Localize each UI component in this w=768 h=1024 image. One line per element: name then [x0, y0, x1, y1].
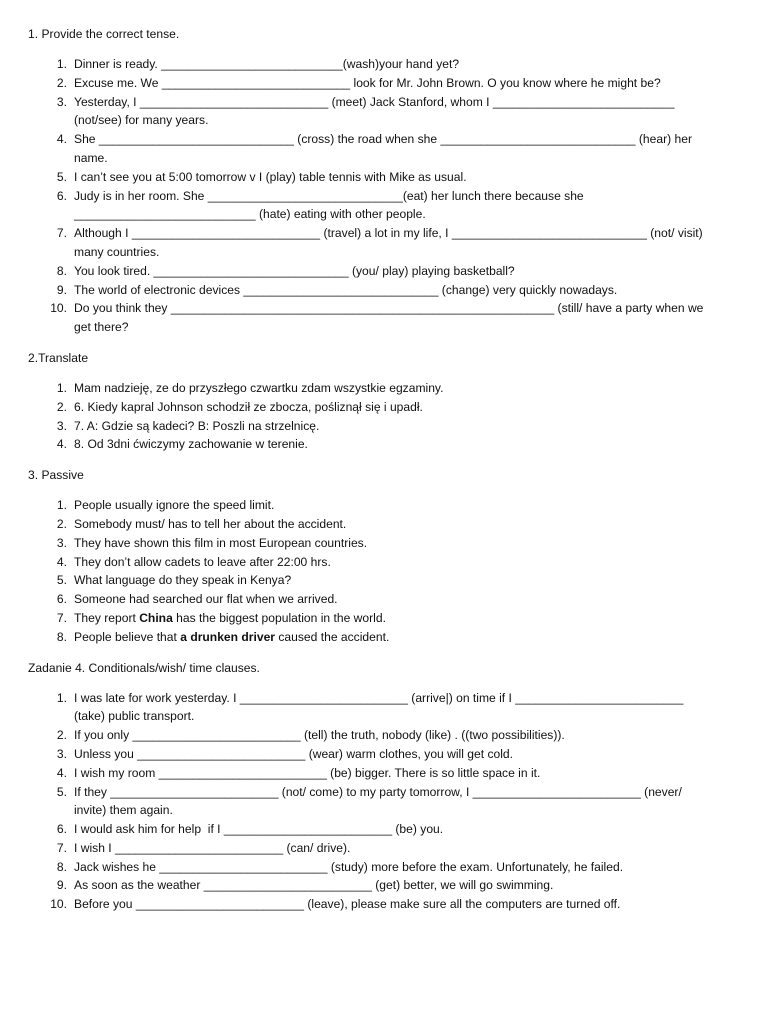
item-text: Judy is in her room. She _____________________________(eat) her lunch there because she ___________________________ (hate) eating with other people. — [74, 188, 588, 222]
item-number: 3. — [56, 418, 67, 433]
list-item — [28, 224, 748, 262]
item-number: 4. — [56, 554, 67, 569]
list-item — [28, 93, 748, 131]
section3-heading: 3. Passive — [28, 468, 84, 483]
item-number: 6. — [56, 592, 67, 607]
item-text — [74, 628, 704, 647]
list-item — [28, 55, 748, 74]
list-item — [28, 534, 748, 553]
list-item — [28, 299, 748, 337]
item-text-end: has the biggest population in the world. — [172, 610, 386, 625]
item-text: They have shown this film in most European countries. — [74, 535, 368, 550]
list-item — [28, 895, 748, 914]
item-number: 10. — [50, 897, 67, 912]
list-item — [28, 187, 748, 225]
item-text: 8. Od 3dni ćwiczymy zachowanie w terenie. — [74, 437, 308, 452]
section1-heading: 1. Provide the correct tense. — [28, 27, 180, 41]
item-text: You look tired. _____________________________ (you/ play) playing basketball? — [74, 263, 515, 278]
worksheet-page — [28, 25, 748, 926]
item-text: Dinner is ready. ___________________________(wash)your hand yet? — [74, 57, 460, 71]
item-number: 2. — [56, 728, 67, 743]
item-text: Although I ____________________________ (travel) a lot in my life, I _____________________________ (not/ visit) many countries. — [74, 226, 707, 259]
item-number: 9. — [56, 878, 67, 893]
list-item — [28, 609, 748, 628]
item-text: People usually ignore the speed limit. — [74, 498, 275, 513]
item-text: If you only _________________________ (tell) the truth, nobody (like) . ((two possibilities)). — [74, 728, 565, 743]
section4-heading: Zadanie 4. Conditionals/wish/ time clauses. — [28, 660, 260, 675]
item-number: 5. — [56, 169, 67, 184]
item-number: 2. — [56, 399, 67, 414]
list-item — [28, 726, 748, 745]
item-text: The world of electronic devices _____________________________ (change) very quickly nowadays. — [74, 282, 618, 297]
item-text: She _____________________________ (cross) the road when she _____________________________ (hear) her name. — [74, 132, 696, 165]
section3-list — [28, 496, 748, 646]
item-text-start: People believe that — [74, 629, 181, 644]
list-item — [28, 417, 748, 436]
list-item — [28, 262, 748, 281]
item-number: 4. — [56, 437, 67, 452]
item-text: I was late for work yesterday. I _________________________ (arrive|) on time if I _________________________ (take) public transport. — [74, 690, 687, 724]
list-item — [28, 496, 748, 515]
item-number: 7. — [56, 226, 67, 241]
list-item — [28, 820, 748, 839]
section1-list — [28, 55, 748, 337]
item-text: As soon as the weather _________________________ (get) better, we will go swimming. — [74, 878, 554, 893]
item-text — [74, 609, 704, 628]
item-text: I would ask him for help if I _________________________ (be) you. — [74, 822, 444, 837]
item-text: I wish I _________________________ (can/ drive). — [74, 840, 351, 855]
list-item — [28, 571, 748, 590]
list-item — [28, 74, 748, 93]
item-number: 8. — [56, 629, 67, 644]
item-text: Somebody must/ has to tell her about the accident. — [74, 516, 347, 531]
list-item — [28, 168, 748, 187]
bold-emphasis: China — [139, 610, 173, 625]
bold-emphasis: a drunken driver — [180, 629, 276, 644]
item-text: 6. Kiedy kapral Johnson schodził ze zbocza, pośliznął się i upadł. — [74, 399, 423, 414]
item-number: 1. — [56, 498, 67, 513]
item-number: 1. — [56, 380, 67, 395]
item-text-start: They report — [74, 610, 140, 625]
item-number: 8. — [56, 263, 67, 278]
list-item — [28, 590, 748, 609]
list-item — [28, 628, 748, 647]
list-item — [28, 745, 748, 764]
item-number: 7. — [56, 840, 67, 855]
list-item — [28, 839, 748, 858]
list-item — [28, 783, 748, 821]
item-text: Before you _________________________ (leave), please make sure all the computers are turned off. — [74, 897, 621, 912]
list-item — [28, 515, 748, 534]
item-number: 10. — [50, 301, 67, 316]
item-number: 1. — [56, 57, 67, 71]
section2-list — [28, 379, 748, 454]
item-text: I wish my room _________________________ (be) bigger. There is so little space in it. — [74, 765, 541, 780]
list-item — [28, 379, 748, 398]
item-number: 3. — [56, 746, 67, 761]
item-text: Unless you _________________________ (wear) warm clothes, you will get cold. — [74, 746, 514, 761]
item-number: 2. — [56, 75, 67, 90]
list-item — [28, 689, 748, 727]
list-item — [28, 858, 748, 877]
item-text: If they _________________________ (not/ come) to my party tomorrow, I _________________________ (never/ invite) them again. — [74, 784, 686, 818]
item-text: Do you think they _________________________________________________________ (still/ have a party when we get there? — [74, 301, 707, 335]
list-item — [28, 130, 748, 168]
item-number: 9. — [56, 282, 67, 297]
item-number: 8. — [56, 859, 67, 874]
item-text: I can’t see you at 5:00 tomorrow v I (play) table tennis with Mike as usual. — [74, 169, 467, 184]
item-text: Mam nadzieję, ze do przyszłego czwartku zdam wszystkie egzaminy. — [74, 380, 444, 395]
item-number: 2. — [56, 516, 67, 531]
list-item — [28, 435, 748, 454]
item-text: Excuse me. We ____________________________ look for Mr. John Brown. O you know where he might be? — [74, 75, 661, 90]
item-number: 6. — [56, 188, 67, 203]
item-text: Yesterday, I ____________________________ (meet) Jack Stanford, whom I ___________________________ (not/see) for many years. — [74, 94, 678, 128]
item-number: 1. — [56, 690, 67, 705]
section2-heading: 2.Translate — [28, 350, 89, 365]
item-number: 4. — [56, 132, 67, 147]
item-number: 3. — [56, 94, 67, 109]
list-item — [28, 764, 748, 783]
item-number: 7. — [56, 610, 67, 625]
item-text: Jack wishes he _________________________ (study) more before the exam. Unfortunately, he failed. — [74, 859, 624, 874]
item-text: They don’t allow cadets to leave after 22:00 hrs. — [74, 554, 331, 569]
item-number: 3. — [56, 535, 67, 550]
item-text-end: caused the accident. — [275, 629, 390, 644]
item-number: 4. — [56, 765, 67, 780]
item-number: 5. — [56, 573, 67, 588]
list-item — [28, 553, 748, 572]
list-item — [28, 876, 748, 895]
item-number: 6. — [56, 822, 67, 837]
item-text: Someone had searched our flat when we arrived. — [74, 592, 338, 607]
item-text: 7. A: Gdzie są kadeci? B: Poszli na strzelnicę. — [74, 418, 320, 433]
list-item — [28, 281, 748, 300]
item-number: 5. — [56, 784, 67, 799]
list-item — [28, 398, 748, 417]
section4-list — [28, 689, 748, 915]
item-text: What language do they speak in Kenya? — [74, 573, 292, 588]
